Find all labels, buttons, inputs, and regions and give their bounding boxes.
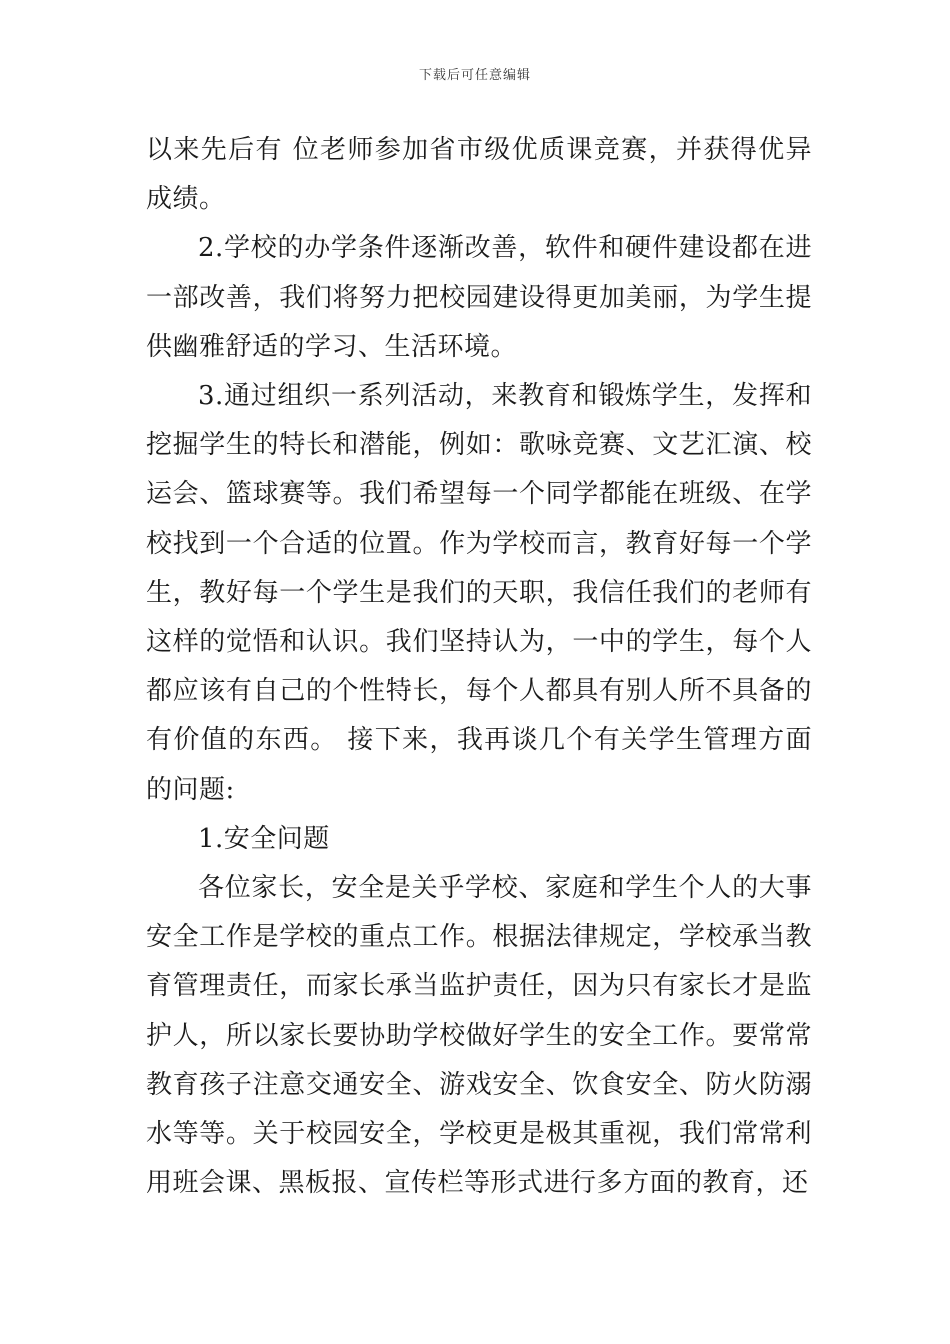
page-header: 下载后可任意编辑	[418, 68, 531, 83]
paragraph-5: 各位家长，安全是关乎学校、家庭和学生个人的大事安全工作是学校的重点工作。根据法律规定，学校承当教育管理责任，而家长承当监护责任，因为只有家长才是监护人，所以家长要协助学校做好学生的安全工作。要常常教育孩子注意交通安全、游戏安全、饮食安全、防火防溺水等等。关于校园安全，学校更是极其重视，我们常常利用班会课、黑板报、宣传栏等形式进行多方面的教育，还	[146, 873, 812, 1199]
paragraph-2: 2.学校的办学条件逐渐改善，软件和硬件建设都在进一部改善，我们将努力把校园建设得更加美丽，为学生提供幽雅舒适的学习、生活环境。	[146, 233, 812, 362]
paragraph-3: 3.通过组织一系列活动，来教育和锻炼学生，发挥和挖掘学生的特长和潜能，例如：歌咏竞赛、文艺汇演、校运会、篮球赛等。我们希望每一个同学都能在班级、在学校找到一个合适的位置。作为学校而言，教育好每一个学生，教好每一个学生是我们的天职，我信任我们的老师有这样的觉悟和认识。我们坚持认为，一中的学生，每个人都应该有自己的个性特长，每个人都具有别人所不具备的有价值的东西。 接下来，我再谈几个有关学生管理方面的问题:	[146, 381, 812, 805]
paragraph-1: 以来先后有 位老师参加省市级优质课竞赛，并获得优异成绩。	[146, 135, 812, 215]
section-heading: 1.安全问题	[198, 823, 330, 854]
document-body	[146, 126, 812, 1208]
